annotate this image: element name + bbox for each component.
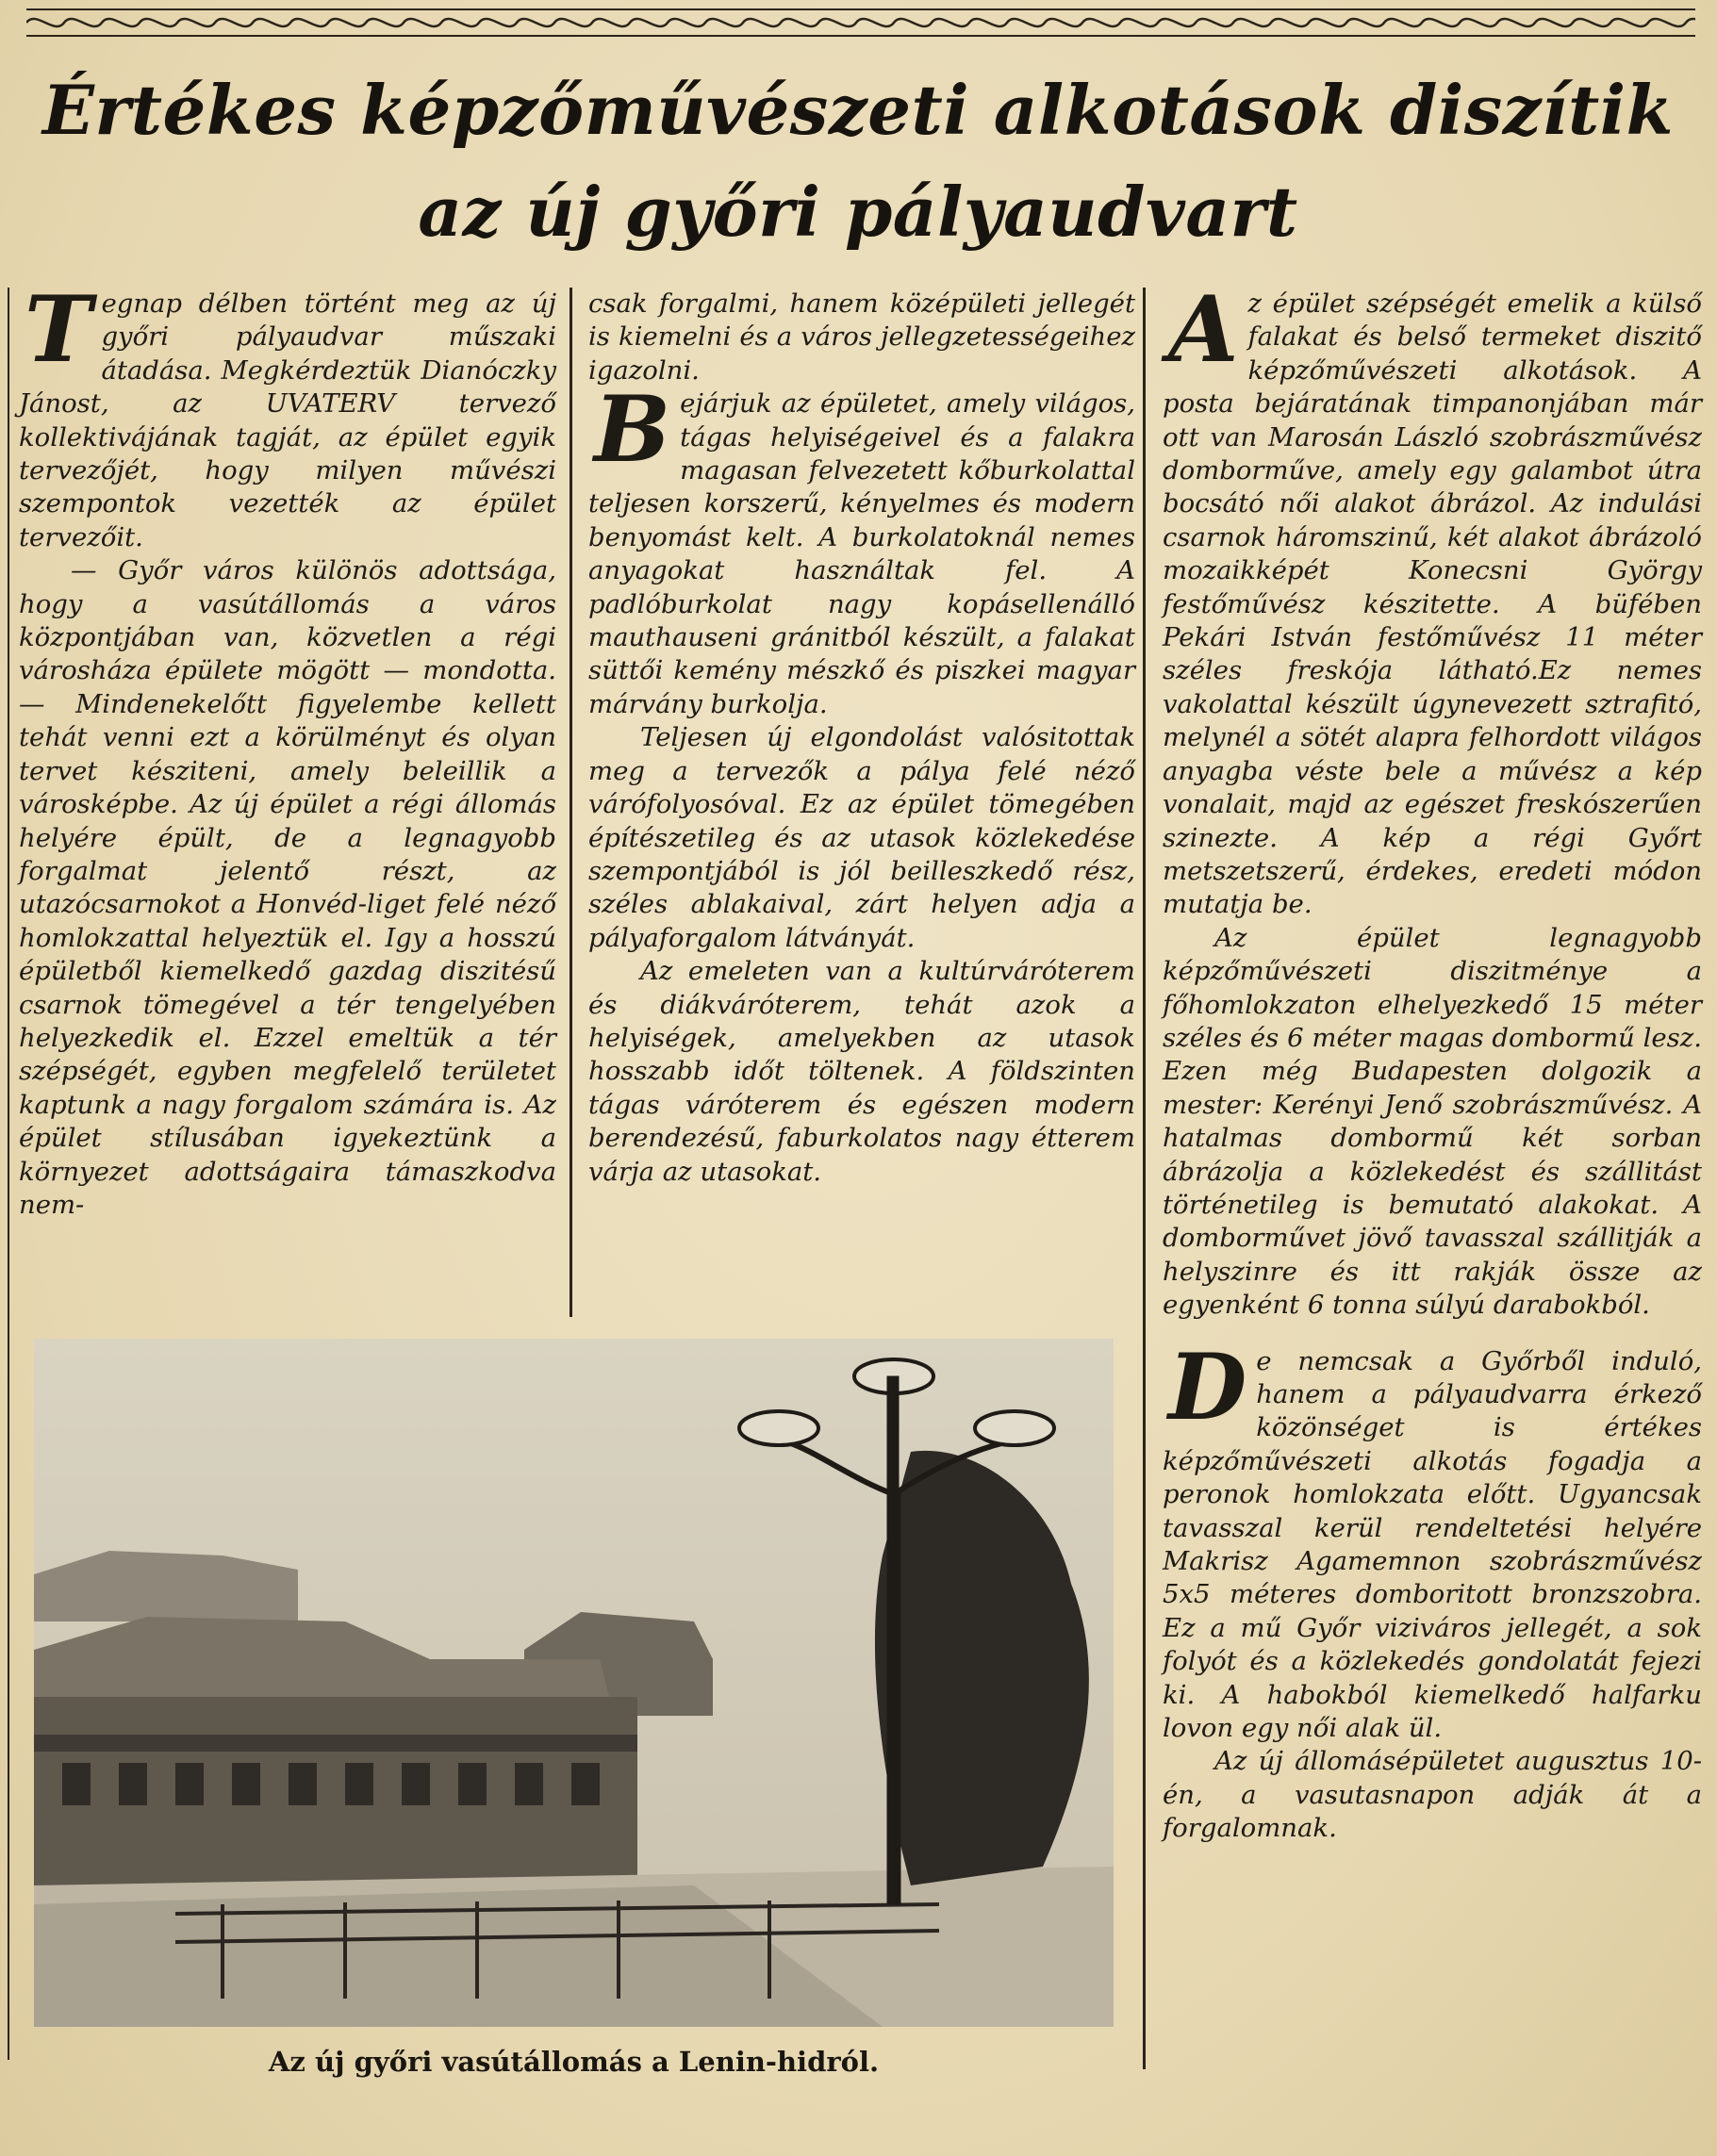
station-photo — [34, 1339, 1114, 2027]
paragraph: Az épület legnagyobb képzőművészeti diszitménye a főhomlokzaton elhelyezkedő 15 méter széles és 6 méter magas dombormű lesz. Ezen még Budapesten dolgozik a mester: Kerényi Jenő szobrászművész. A hatalmas dombormű két sorban ábrázolja a közlekedést és szállitást történetileg is bemutató alakokat. A domborművet jövő tavasszal szállitják a helyszinre és itt rakják össze az egyenként 6 tonna súlyú darabokból. — [1163, 922, 1702, 1321]
article-column-2 — [588, 288, 1135, 1189]
paragraph-text: e nemcsak a Győrből induló, hanem a pályaudvarra érkező közönséget is értékes képzőművészeti alkotás fogadja a peronok homlokzata előtt. Ugyancsak tavasszal kerül rendeltetési helyére Makrisz Agamemnon szobrászművész 5x5 méteres domboritott bronzszobra. Ez a mű Győr viziváros jellegét, a sok folyót és a közlekedés gondolatát fejezi ki. A habokból kiemelkedő halfarku lovon egy női alak ül. — [1163, 1345, 1702, 1744]
paragraph: Az emeleten van a kultúrváróterem és diákváróterem, tehát azok a helyiségek, amelyekben az utasok hosszabb időt töltenek. A földszinten tágas váróterem és egészen modern berendezésű, faburkolatos nagy étterem várja az utasokat. — [588, 956, 1135, 1187]
dropcap: B — [594, 376, 671, 484]
station-photo-illustration — [34, 1339, 1114, 2027]
ornamental-border-rule — [26, 4, 1695, 41]
dropcap: T — [25, 276, 92, 383]
paragraph: Az új állomásépületet augusztus 10-én, a vasutasnapon adják át a forgalomnak. — [1163, 1746, 1702, 1844]
paragraph: Teljesen új elgondolást valósitottak meg a tervezők a pálya felé néző várófolyosóval. Ez az épület tömegében építészetileg és az utasok közlekedése szempontjából is jól beilleszkedő rész, széles ablakaival, zárt helyen adja a pályaforgalom látványát. — [588, 722, 1135, 953]
article-column-3 — [1163, 276, 1702, 1846]
paragraph-text: ejárjuk az épületet, amely világos, tágas helyiségeivel és a falakra magasan felvezetett kőburkolattal teljesen korszerű, kényelmes és modern benyomást kelt. A burkolatoknál nemes anyagokat használtak fel. A padlóburkolat nagy kopásellenálló mauthauseni gránitból készült, a falakat süttői kemény mészkő és piszkei magyar márvány burkolja. — [588, 388, 1135, 719]
paragraph-intro — [19, 276, 556, 554]
column-rule-left — [8, 288, 9, 2060]
paragraph: — Győr város különös adottsága, hogy a vasútállomás a város központjában van, közvetlen a régi városháza épülete mögött — mondotta. — Mindenekelőtt figyelembe kellett tehát venni ezt a körülményt és olyan tervet késziteni, amely beleillik a városképbe. Az új épület a régi állomás helyére épült, de a legnagyobb forgalmat jelentő részt, az utazócsarnokot a Honvéd-liget felé néző homlokzattal helyeztük el. Igy a hosszú épületből kiemelkedő gazdag diszitésű csarnok tömegével a tér tengelyében helyezkedik el. Ezzel emeltük a tér szépségét, egyben megfelelő területet kaptunk a nagy forgalom számára is. Az épület stílusában igyekeztünk a környezet adottságaira támaszkodva nem- — [19, 555, 556, 1220]
paragraph-text: z épület szépségét emelik a külső falakat és belső termeket diszitő képzőművészeti alkotások. A posta bejáratának timpanonjában már ott van Marosán László szobrászművész domborműve, amely egy galambot útra bocsátó női alakot ábrázol. Az indulási csarnok háromszinű, két alakot ábrázoló mozaikképét Konecsni György festőművész készitette. A büfében Pekári István festőművész 11 méter széles freskója látható.Ez nemes vakolattal készült úgynevezett sztrafitó, melynél a sötét alapra felhordott világos anyagba véste bele a művész a kép vonalait, majd az egészet freskószerűen szinezte. A kép a régi Győrt metszetszerű, érdekes, eredeti módon mutatja be. — [1163, 288, 1702, 920]
paragraph-dropcap — [1163, 276, 1702, 922]
paragraph-text: egnap délben történt meg az új győri pályaudvar műszaki átadása. Megkérdeztük Dianóczky Jánost, az UVATERV tervező kollektivájának tagját, az épület egyik tervezőjét, hogy milyen művészi szempontok vezették az épület tervezőit. — [19, 288, 556, 552]
dropcap: A — [1168, 276, 1239, 383]
paragraph-dropcap — [1163, 1333, 1702, 1746]
dropcap: D — [1168, 1333, 1247, 1440]
column-rule-1 — [570, 288, 572, 1317]
article-column-1 — [19, 276, 556, 1222]
photo-caption: Az új győri vasútállomás a Lenin-hidról. — [268, 2046, 880, 2078]
column-rule-2 — [1143, 288, 1146, 2069]
headline-line-1: Értékes képzőművészeti alkotások diszítik — [41, 70, 1674, 150]
paragraph: csak forgalmi, hanem középületi jellegét is kiemelni és a város jellegzetességeihez igazolni. — [588, 288, 1135, 386]
paragraph-dropcap — [588, 376, 1135, 721]
headline-line-2: az új győri pályaudvart — [418, 172, 1298, 252]
